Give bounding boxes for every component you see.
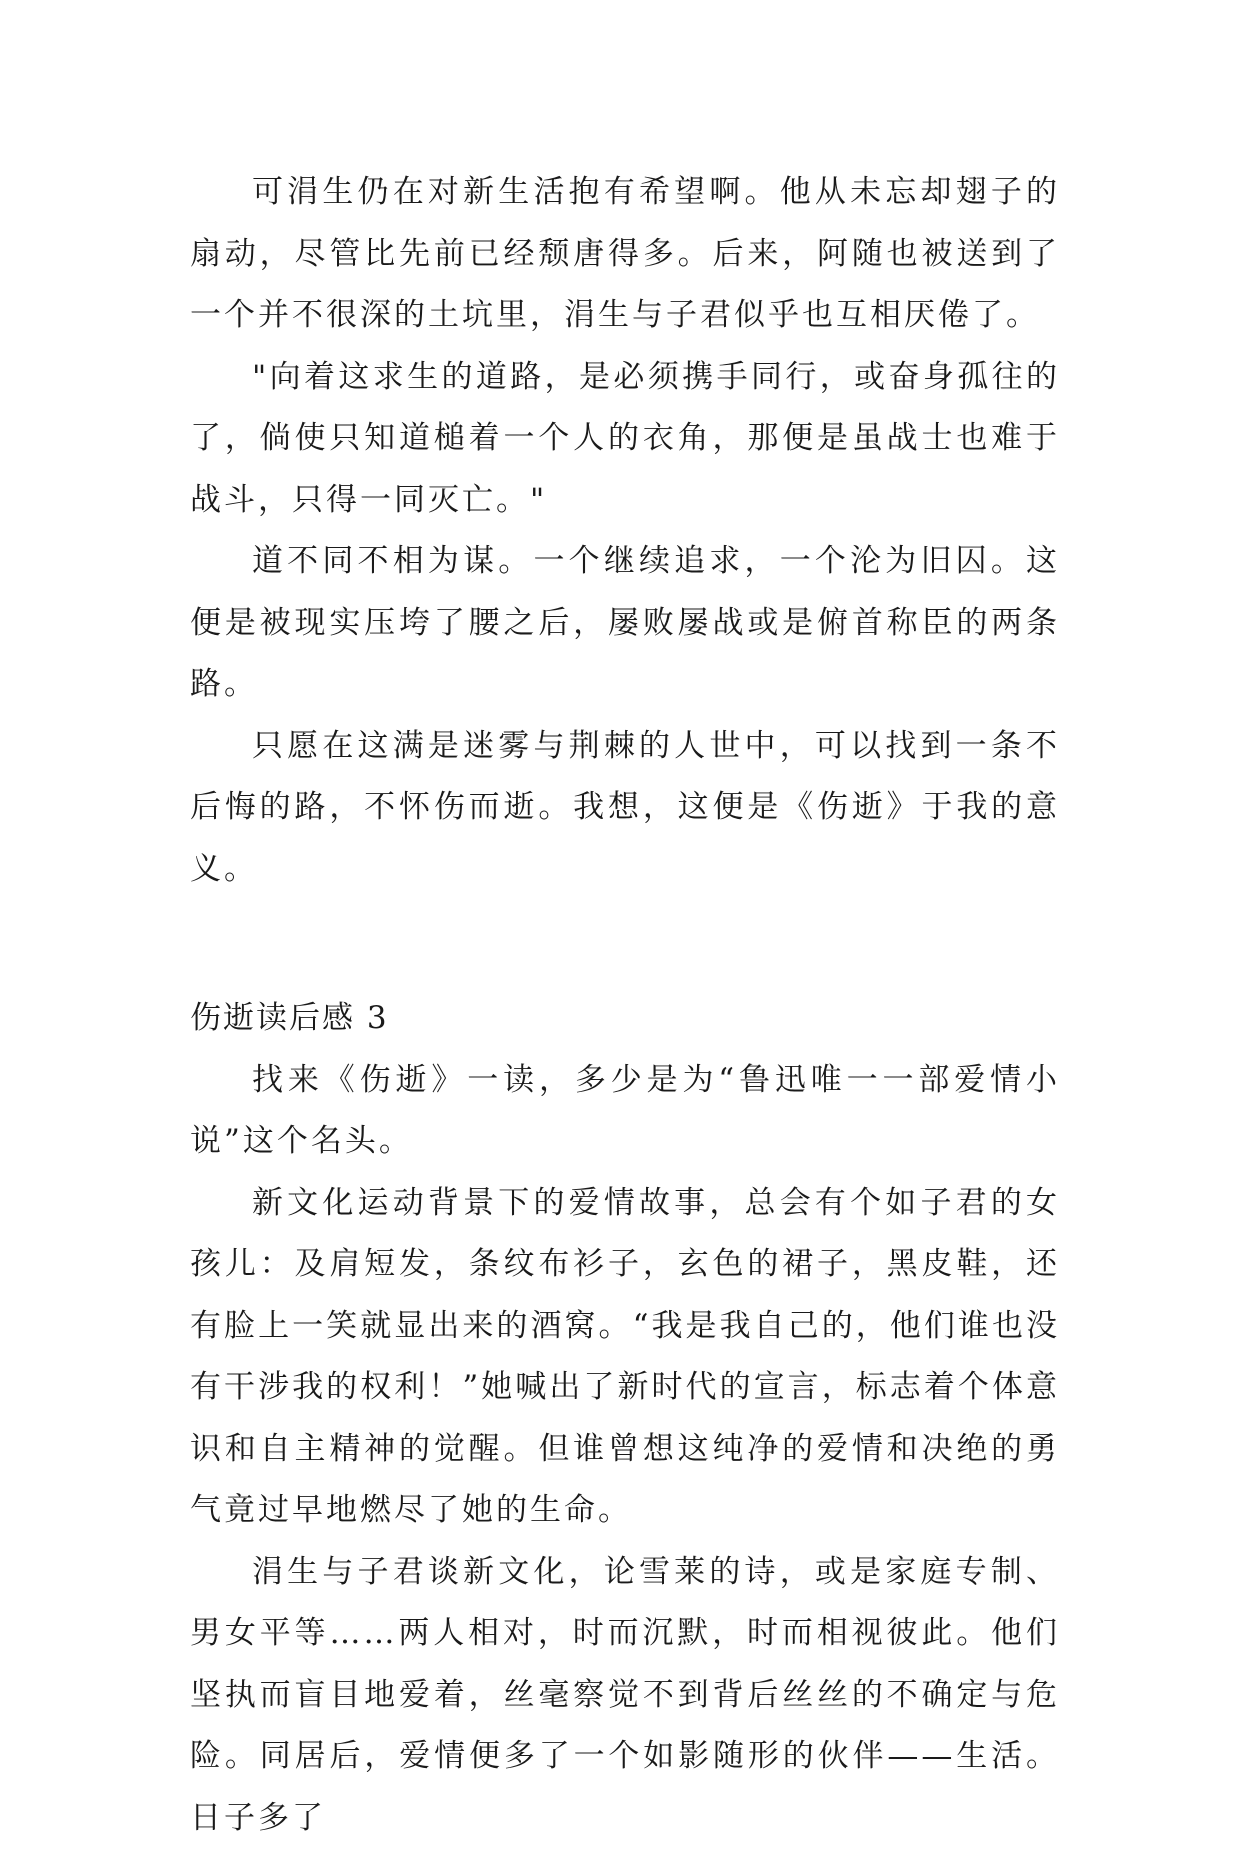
paragraph: 新文化运动背景下的爱情故事，总会有个如子君的女孩儿：及肩短发，条纹布衫子，玄色的裙子，黑皮鞋，还有脸上一笑就显出来的酒窝。“我是我自己的，他们谁也没有干涉我的权利！”她喊出了新时代的宣言，标志着个体意识和自主精神的觉醒。但谁曾想这纯净的爱情和决绝的勇气竟过早地燃尽了她的生命。 bbox=[190, 1173, 1060, 1542]
paragraph: 道不同不相为谋。一个继续追求，一个沦为旧囚。这便是被现实压垮了腰之后，屡败屡战或是俯首称臣的两条路。 bbox=[190, 531, 1060, 716]
paragraph: 找来《伤逝》一读，多少是为“鲁迅唯一一部爱情小说”这个名头。 bbox=[190, 1050, 1060, 1173]
paragraph: 可涓生仍在对新生活抱有希望啊。他从未忘却翅子的扇动，尽管比先前已经颓唐得多。后来，阿随也被送到了一个并不很深的土坑里，涓生与子君似乎也互相厌倦了。 bbox=[190, 162, 1060, 347]
section-title: 伤逝读后感 3 bbox=[190, 988, 1060, 1050]
paragraph: "向着这求生的道路，是必须携手同行，或奋身孤往的了，倘使只知道槌着一个人的衣角，那便是虽战士也难于战斗，只得一同灭亡。" bbox=[190, 347, 1060, 532]
document-body bbox=[190, 162, 1060, 1849]
paragraph: 涓生与子君谈新文化，论雪莱的诗，或是家庭专制、男女平等……两人相对，时而沉默，时而相视彼此。他们坚执而盲目地爱着，丝毫察觉不到背后丝丝的不确定与危险。同居后，爱情便多了一个如影随形的伙伴——生活。日子多了 bbox=[190, 1542, 1060, 1849]
paragraph: 只愿在这满是迷雾与荆棘的人世中，可以找到一条不后悔的路，不怀伤而逝。我想，这便是《伤逝》于我的意义。 bbox=[190, 716, 1060, 901]
